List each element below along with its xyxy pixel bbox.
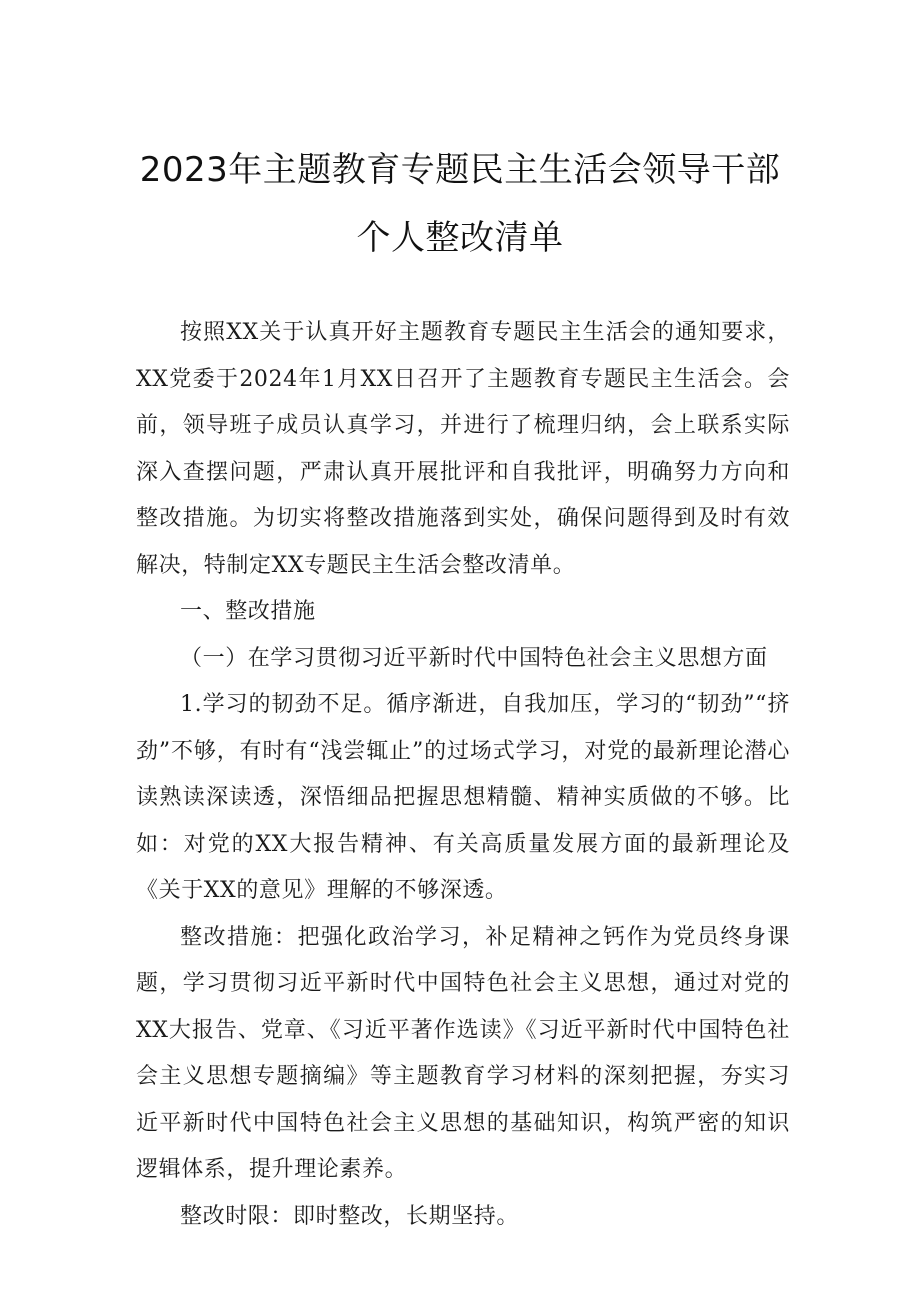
measures-paragraph: 整改措施：把强化政治学习，补足精神之钙作为党员终身课题，学习贯彻习近平新时代中国特色社会主义思想，通过对党的XX大报告、党章、《习近平著作选读》《习近平新时代中国特色社会主义思想专题摘编》等主题教育学习材料的深刻把握，夯实习近平新时代中国特色社会主义思想的基础知识，构筑严密的知识逻辑体系，提升理论素养。 xyxy=(136,924,790,1182)
document-title-line-1: 2023年主题教育专题民主生活会领导干部 xyxy=(139,150,781,190)
deadline-paragraph: 整改时限：即时整改，长期坚持。 xyxy=(180,1203,520,1229)
subsection-heading: （一）在学习贯彻习近平新时代中国特色社会主义思想方面 xyxy=(180,645,768,671)
document-title-line-2: 个人整改清单 xyxy=(356,218,564,258)
intro-paragraph: 按照XX关于认真开好主题教育专题民主生活会的通知要求，XX党委于2024年1月XX日召开了主题教育专题民主生活会。会前，领导班子成员认真学习，并进行了梳理归纳，会上联系实际深入查摆问题，严肃认真开展批评和自我批评，明确努力方向和整改措施。为切实将整改措施落到实处，确保问题得到及时有效解决，特制定XX专题民主生活会整改清单。 xyxy=(136,320,790,578)
problem-paragraph: 1.学习的韧劲不足。循序渐进，自我加压，学习的“韧劲”“挤劲”不够，有时有“浅尝辄止”的过场式学习，对党的最新理论潜心读熟读深读透，深悟细品把握思想精髓、精神实质做的不够。比如：对党的XX大报告精神、有关高质量发展方面的最新理论及《关于XX的意见》理解的不够深透。 xyxy=(136,692,790,903)
document-body xyxy=(136,310,790,1240)
section-heading: 一、整改措施 xyxy=(180,599,316,624)
